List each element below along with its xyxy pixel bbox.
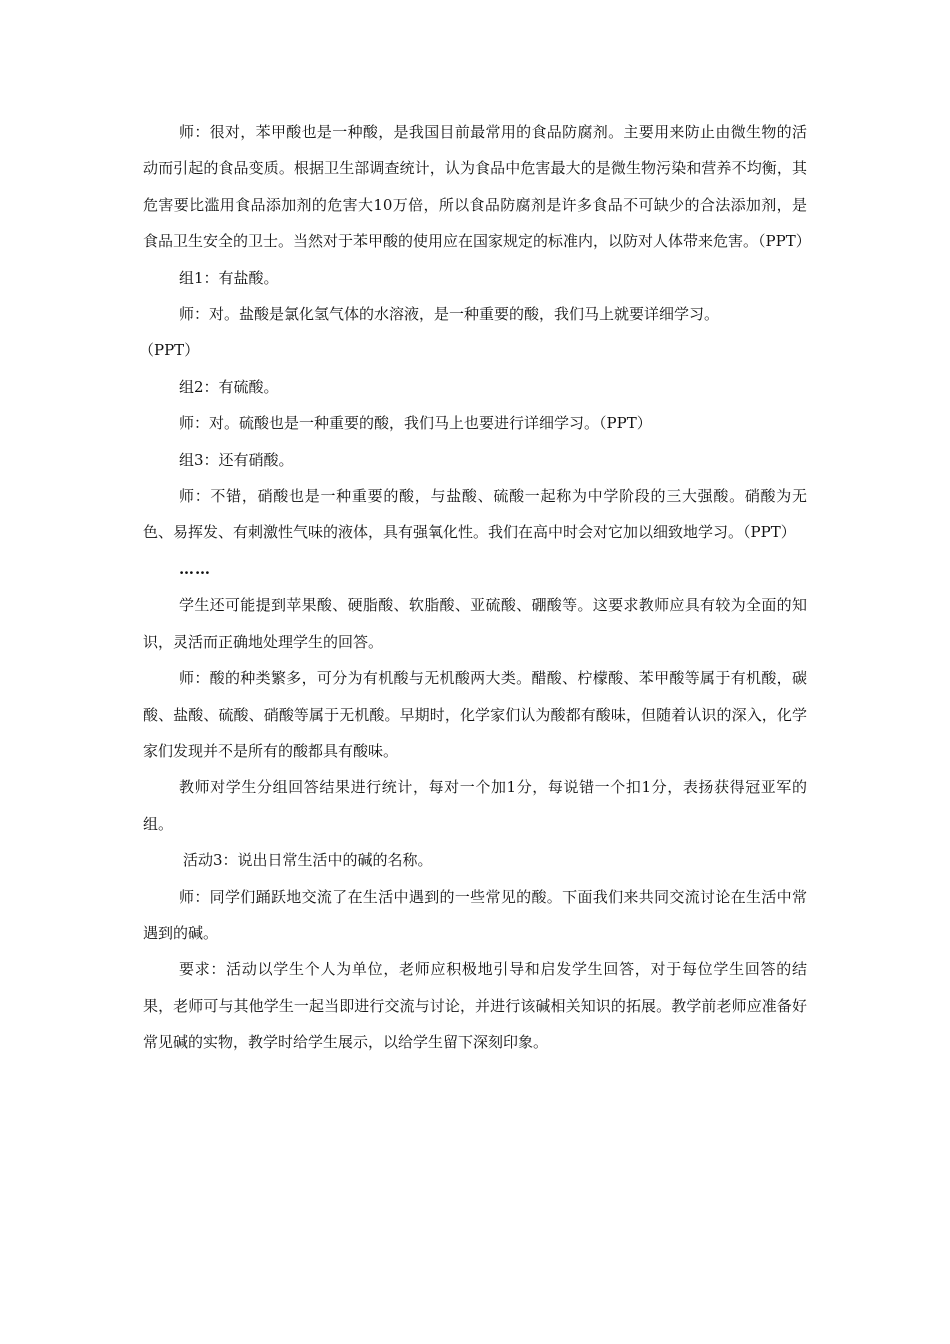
paragraph-requirements: 要求：活动以学生个人为单位，老师应积极地引导和启发学生回答，对于每位学生回答的结果，老师可与其他学生一起当即进行交流与讨论，并进行该碱相关知识的拓展。教学前老师应准备好常见碱的实物，教学时给学生展示，以给学生留下深刻印象。 — [143, 960, 807, 1052]
paragraph-acid-types: 师：酸的种类繁多，可分为有机酸与无机酸两大类。醋酸、柠檬酸、苯甲酸等属于有机酸，碳酸、盐酸、硫酸、硝酸等属于无机酸。早期时，化学家们认为酸都有酸味，但随着认识的深入，化学家们发现并不是所有的酸都具有酸味。 — [143, 669, 807, 760]
paragraph-nitric-acid: 师：不错，硝酸也是一种重要的酸，与盐酸、硫酸一起称为中学阶段的三大强酸。硝酸为无色、易挥发、有刺激性气味的液体，具有强氧化性。我们在高中时会对它加以细致地学习。（PPT） — [143, 487, 807, 542]
paragraph-group2-answer: 组2：有硫酸。 — [179, 377, 279, 396]
paragraph-ellipsis: …… — [179, 559, 211, 578]
paragraph-group3-answer: 组3：还有硝酸。 — [179, 450, 294, 469]
paragraph-other-acids: 学生还可能提到苹果酸、硬脂酸、软脂酸、亚硫酸、硼酸等。这要求教师应具有较为全面的知识，灵活而正确地处理学生的回答。 — [143, 596, 807, 651]
paragraph-sulfuric-acid: 师：对。硫酸也是一种重要的酸，我们马上也要进行详细学习。（PPT） — [179, 414, 652, 433]
paragraph-group1-answer: 组1：有盐酸。 — [179, 268, 279, 287]
paragraph-scoring: 教师对学生分组回答结果进行统计，每对一个加1分，每说错一个扣1分，表扬获得冠亚军的组。 — [143, 778, 807, 833]
paragraph-activity3: 活动3：说出日常生活中的碱的名称。 — [183, 851, 433, 870]
paragraph-hydrochloric-acid: 师：对。盐酸是氯化氢气体的水溶液，是一种重要的酸，我们马上就要详细学习。 — [179, 305, 720, 324]
paragraph-bases-intro: 师：同学们踊跃地交流了在生活中遇到的一些常见的酸。下面我们来共同交流讨论在生活中常遇到的碱。 — [143, 887, 807, 942]
document-body — [139, 114, 811, 1061]
paragraph-benzoic-acid: 师：很对，苯甲酸也是一种酸，是我国目前最常用的食品防腐剂。主要用来防止由微生物的活动而引起的食品变质。根据卫生部调查统计，认为食品中危害最大的是微生物污染和营养不均衡，其危害要比滥用食品添加剂的危害大10万倍，所以食品防腐剂是许多食品不可缺少的合法添加剂，是食品卫生安全的卫士。当然对于苯甲酸的使用应在国家规定的标准内，以防对人体带来危害。（PPT） — [143, 123, 811, 251]
paragraph-ppt-note: （PPT） — [139, 341, 200, 360]
